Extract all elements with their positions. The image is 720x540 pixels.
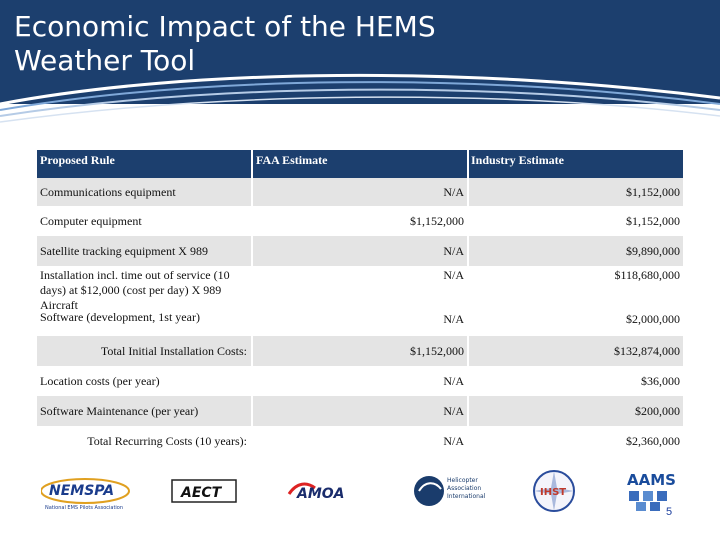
- row-label: Total Recurring Costs (10 years):: [87, 433, 247, 448]
- svg-text:NEMSPA: NEMSPA: [49, 483, 115, 499]
- aect-logo: [171, 466, 237, 516]
- row-label: Software Maintenance (per year): [37, 396, 251, 426]
- row-faa-value: N/A: [443, 433, 464, 448]
- row-faa-value: N/A: [253, 178, 467, 206]
- table-row-total-recurring: [37, 426, 683, 456]
- nemspa-logo-graphic: [41, 471, 133, 511]
- row-label: Software (development, 1st year): [40, 310, 200, 324]
- row-label: Location costs (per year): [40, 373, 160, 388]
- aect-logo-graphic: [171, 476, 237, 506]
- row-faa-value: $1,152,000: [253, 336, 467, 366]
- row-faa-value: N/A: [443, 268, 464, 282]
- row-label: Computer equipment: [40, 213, 142, 228]
- row-industry-value: $2,000,000: [626, 312, 680, 326]
- svg-text:IHST: IHST: [540, 487, 567, 498]
- nemspa-logo: [41, 466, 133, 516]
- header-proposed-rule: Proposed Rule: [37, 150, 251, 178]
- svg-text:AMOA: AMOA: [297, 486, 345, 502]
- row-label: Communications equipment: [37, 178, 251, 206]
- hai-logo-graphic: Helicopter Association International: [413, 469, 507, 513]
- ihst-logo: [531, 466, 577, 516]
- page-number: 5: [666, 506, 673, 518]
- row-faa-value: N/A: [443, 373, 464, 388]
- row-label: Total Initial Installation Costs:: [37, 336, 251, 366]
- row-faa-value: N/A: [253, 396, 467, 426]
- row-industry-value: $2,360,000: [626, 433, 680, 448]
- row-faa-value: N/A: [253, 236, 467, 266]
- ihst-logo-graphic: [531, 468, 577, 514]
- row-faa-value: $1,152,000: [410, 213, 464, 228]
- amoa-logo: [287, 466, 361, 516]
- table-row: [37, 206, 683, 236]
- row-industry-value: $36,000: [641, 373, 680, 388]
- row-faa-value: N/A: [443, 312, 464, 326]
- row-label: Installation incl. time out of service (10 days) at $12,000 (cost per day) X 989 Aircraft: [40, 268, 230, 312]
- hai-logo: [413, 466, 507, 516]
- row-industry-value: $132,874,000: [469, 336, 683, 366]
- amoa-logo-graphic: [287, 476, 361, 506]
- row-industry-value: $1,152,000: [469, 178, 683, 206]
- table-row: [37, 366, 683, 396]
- table-row: [37, 178, 683, 206]
- svg-text:AECT: AECT: [181, 485, 222, 501]
- row-industry-value: $1,152,000: [626, 213, 680, 228]
- header-faa-estimate: FAA Estimate: [253, 150, 467, 178]
- table-row: [37, 308, 683, 336]
- row-industry-value: $9,890,000: [469, 236, 683, 266]
- table-row: [37, 266, 683, 312]
- table-row: [37, 236, 683, 266]
- svg-text:National EMS Pilots Associatio: National EMS Pilots Association: [45, 505, 124, 511]
- row-label: Satellite tracking equipment X 989: [37, 236, 251, 266]
- table-row-total-initial: [37, 336, 683, 366]
- row-industry-value: $118,680,000: [614, 268, 680, 282]
- slide-title: Economic Impact of the HEMS Weather Tool: [14, 10, 436, 77]
- row-industry-value: $200,000: [469, 396, 683, 426]
- svg-text:AAMS: AAMS: [627, 471, 676, 489]
- table-row: [37, 396, 683, 426]
- header-industry-estimate: Industry Estimate: [469, 150, 683, 178]
- sponsor-logos: [37, 466, 683, 516]
